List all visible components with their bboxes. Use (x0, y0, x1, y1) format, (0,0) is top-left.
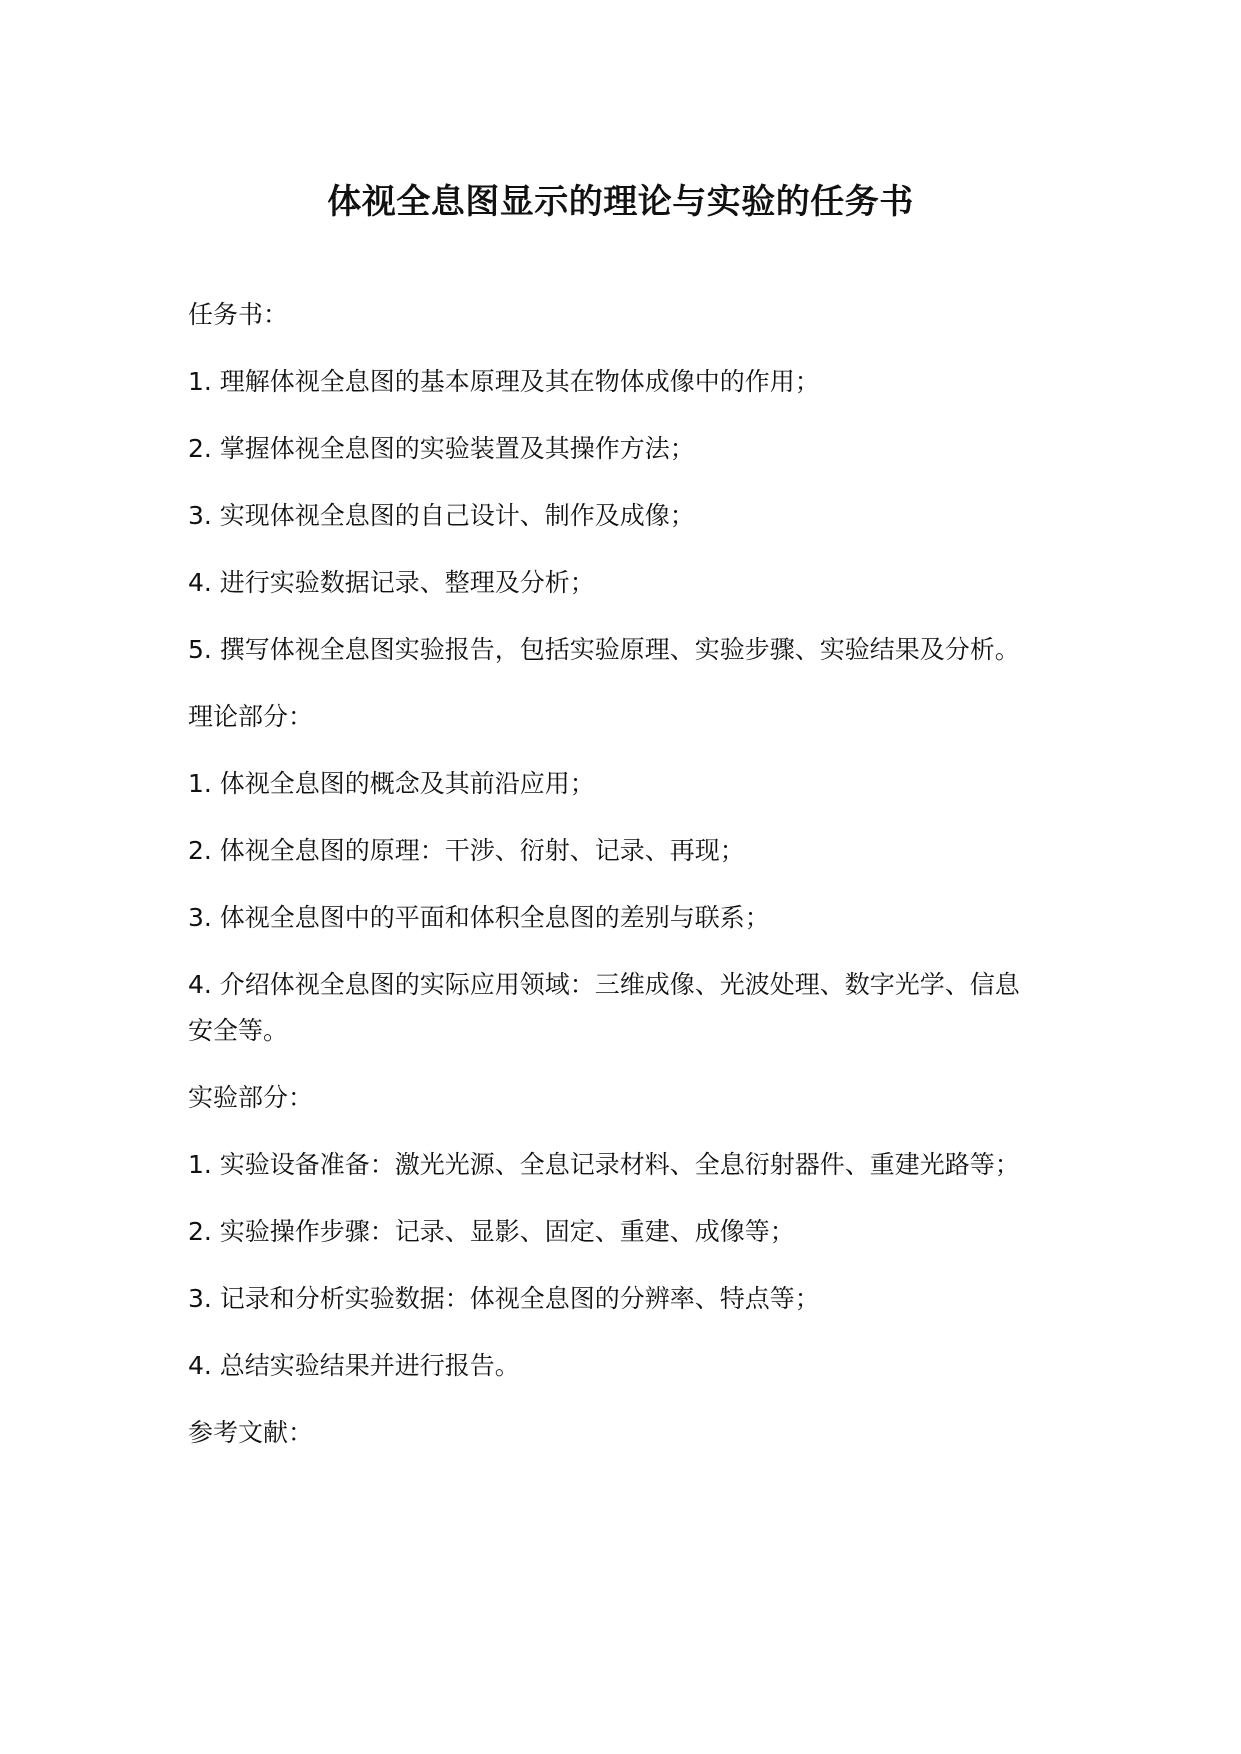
list-item: 1. 体视全息图的概念及其前沿应用； (188, 769, 595, 798)
list-item: 2. 实验操作步骤：记录、显影、固定、重建、成像等； (188, 1217, 795, 1246)
list-item: 1. 理解体视全息图的基本原理及其在物体成像中的作用； (188, 367, 820, 396)
list-item: 4. 进行实验数据记录、整理及分析； (188, 568, 595, 597)
list-item: 2. 体视全息图的原理：干涉、衍射、记录、再现； (188, 836, 745, 865)
document-title: 体视全息图显示的理论与实验的任务书 (327, 182, 914, 222)
list-item: 1. 实验设备准备：激光光源、全息记录材料、全息衍射器件、重建光路等； (188, 1150, 1020, 1179)
list-item: 3. 实现体视全息图的自己设计、制作及成像； (188, 501, 695, 530)
section-heading-experiment: 实验部分： (188, 1083, 314, 1112)
list-item: 4. 介绍体视全息图的实际应用领域：三维成像、光波处理、数字光学、信息安全等。 (188, 970, 1020, 1045)
list-item: 4. 总结实验结果并进行报告。 (188, 1351, 520, 1380)
list-item: 2. 掌握体视全息图的实验装置及其操作方法； (188, 434, 695, 463)
section-heading-references: 参考文献： (188, 1418, 314, 1447)
list-item: 5. 撰写体视全息图实验报告，包括实验原理、实验步骤、实验结果及分析。 (188, 635, 1020, 664)
section-heading-task: 任务书： (188, 300, 289, 329)
document-body (188, 292, 1038, 1477)
section-heading-theory: 理论部分： (188, 702, 314, 731)
list-item: 3. 体视全息图中的平面和体积全息图的差别与联系； (188, 903, 770, 932)
list-item: 3. 记录和分析实验数据：体视全息图的分辨率、特点等； (188, 1284, 820, 1313)
